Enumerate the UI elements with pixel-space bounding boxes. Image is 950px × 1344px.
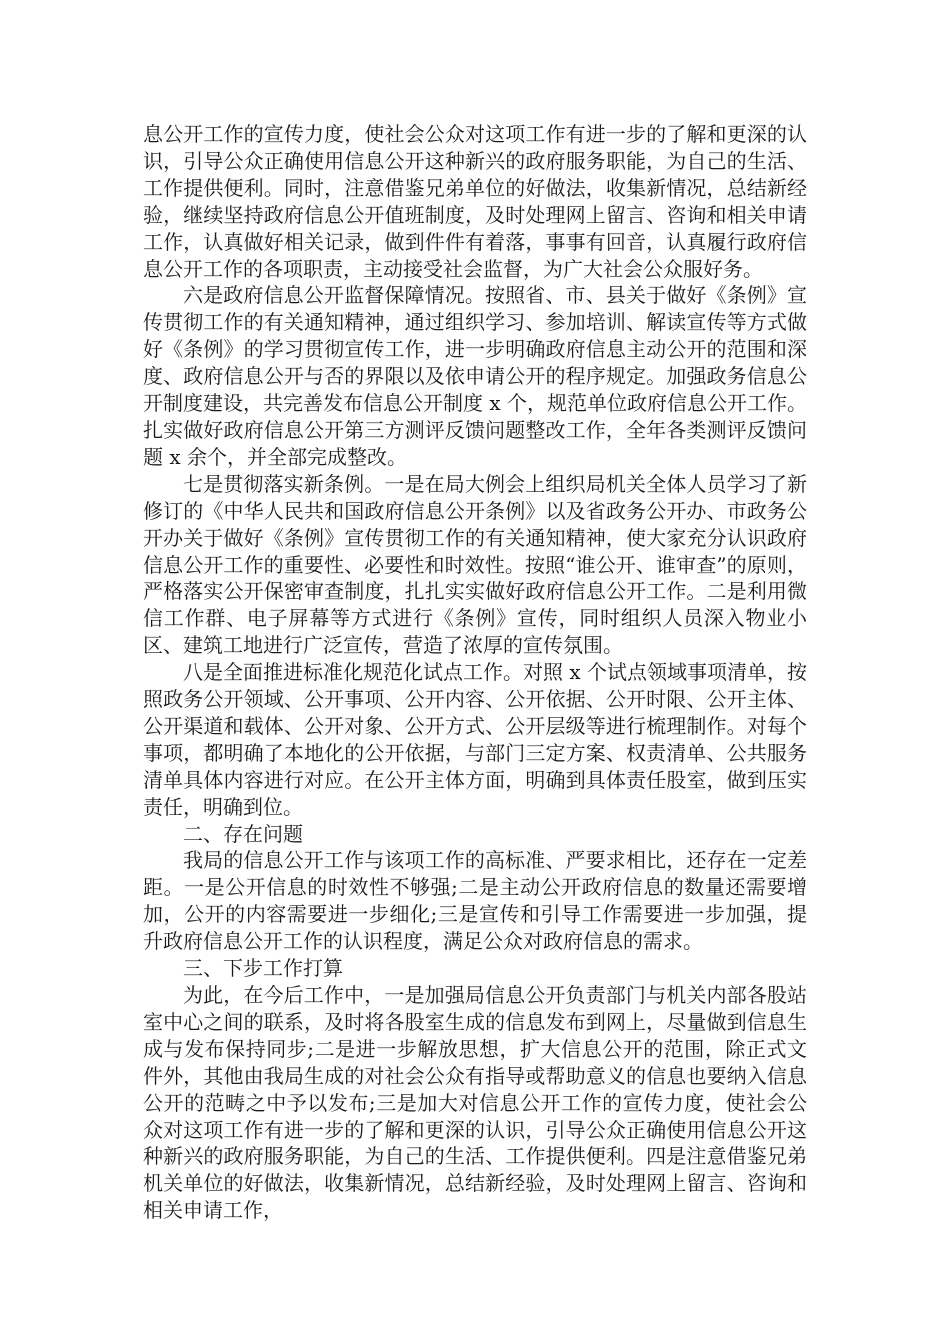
paragraph-continuation: 息公开工作的宣传力度，使社会公众对这项工作有进一步的了解和更深的认识，引导公众正确使用信息公开这种新兴的政府服务职能，为自己的生活、工作提供便利。同时，注意借鉴兄弟单位的好做法，收集新情况，总结新经验，继续坚持政府信息公开值班制度，及时处理网上留言、咨询和相关申请工作，认真做好相关记录，做到件件有着落，事事有回音，认真履行政府信息公开工作的各项职责，主动接受社会监督，为广大社会公众服好务。	[143, 122, 807, 281]
paragraph-supervision: 六是政府信息公开监督保障情况。按照省、市、县关于做好《条例》宣传贯彻工作的有关通知精神，通过组织学习、参加培训、解读宣传等方式做好《条例》的学习贯彻宣传工作，进一步明确政府信息主动公开的范围和深度、政府信息公开与否的界限以及依申请公开的程序规定。加强政务信息公开制度建设，共完善发布信息公开制度 x 个，规范单位政府信息公开工作。扎实做好政府信息公开第三方测评反馈问题整改工作，全年各类测评反馈问题 x 余个，并全部完成整改。	[143, 283, 807, 469]
document-page	[143, 121, 807, 1224]
paragraph-standardization: 八是全面推进标准化规范化试点工作。对照 x 个试点领域事项清单，按照政务公开领域、公开事项、公开内容、公开依据、公开时限、公开主体、公开渠道和载体、公开对象、公开方式、公开层级等进行梳理制作。对每个事项，都明确了本地化的公开依据，与部门三定方案、权责清单、公共服务清单具体内容进行对应。在公开主体方面，明确到具体责任股室，做到压实责任，明确到位。	[143, 660, 807, 819]
paragraph-new-regulation: 七是贯彻落实新条例。一是在局大例会上组织局机关全体人员学习了新修订的《中华人民共和国政府信息公开条例》以及省政务公开办、市政务公开办关于做好《条例》宣传贯彻工作的有关通知精神，使大家充分认识政府信息公开工作的重要性、必要性和时效性。按照“谁公开、谁审查”的原则，严格落实公开保密审查制度，扎扎实实做好政府信息公开工作。二是利用微信工作群、电子屏幕等方式进行《条例》宣传，同时组织人员深入物业小区、建筑工地进行广泛宣传，营造了浓厚的宣传氛围。	[143, 471, 807, 658]
paragraph-problems: 我局的信息公开工作与该项工作的高标准、严要求相比，还存在一定差距。一是公开信息的时效性不够强;二是主动公开政府信息的数量还需要增加，公开的内容需要进一步细化;三是宣传和引导工作需要进一步加强，提升政府信息公开工作的认识程度，满足公众对政府信息的需求。	[143, 848, 807, 954]
section-heading-problems: 二、存在问题	[183, 821, 303, 846]
paragraph-next-steps: 为此，在今后工作中，一是加强局信息公开负责部门与机关内部各股站室中心之间的联系，及时将各股室生成的信息发布到网上，尽量做到信息生成与发布保持同步;二是进一步解放思想，扩大信息公开的范围，除正式文件外，其他由我局生成的对社会公众有指导或帮助意义的信息也要纳入信息公开的范畴之中予以发布;三是加大对信息公开工作的宣传力度，使社会公众对这项工作有进一步的了解和更深的认识，引导公众正确使用信息公开这种新兴的政府服务职能，为自己的生活、工作提供便利。四是注意借鉴兄弟机关单位的好做法，收集新情况，总结新经验，及时处理网上留言、咨询和相关申请工作，	[143, 983, 807, 1223]
section-heading-next-steps: 三、下步工作打算	[183, 956, 343, 981]
